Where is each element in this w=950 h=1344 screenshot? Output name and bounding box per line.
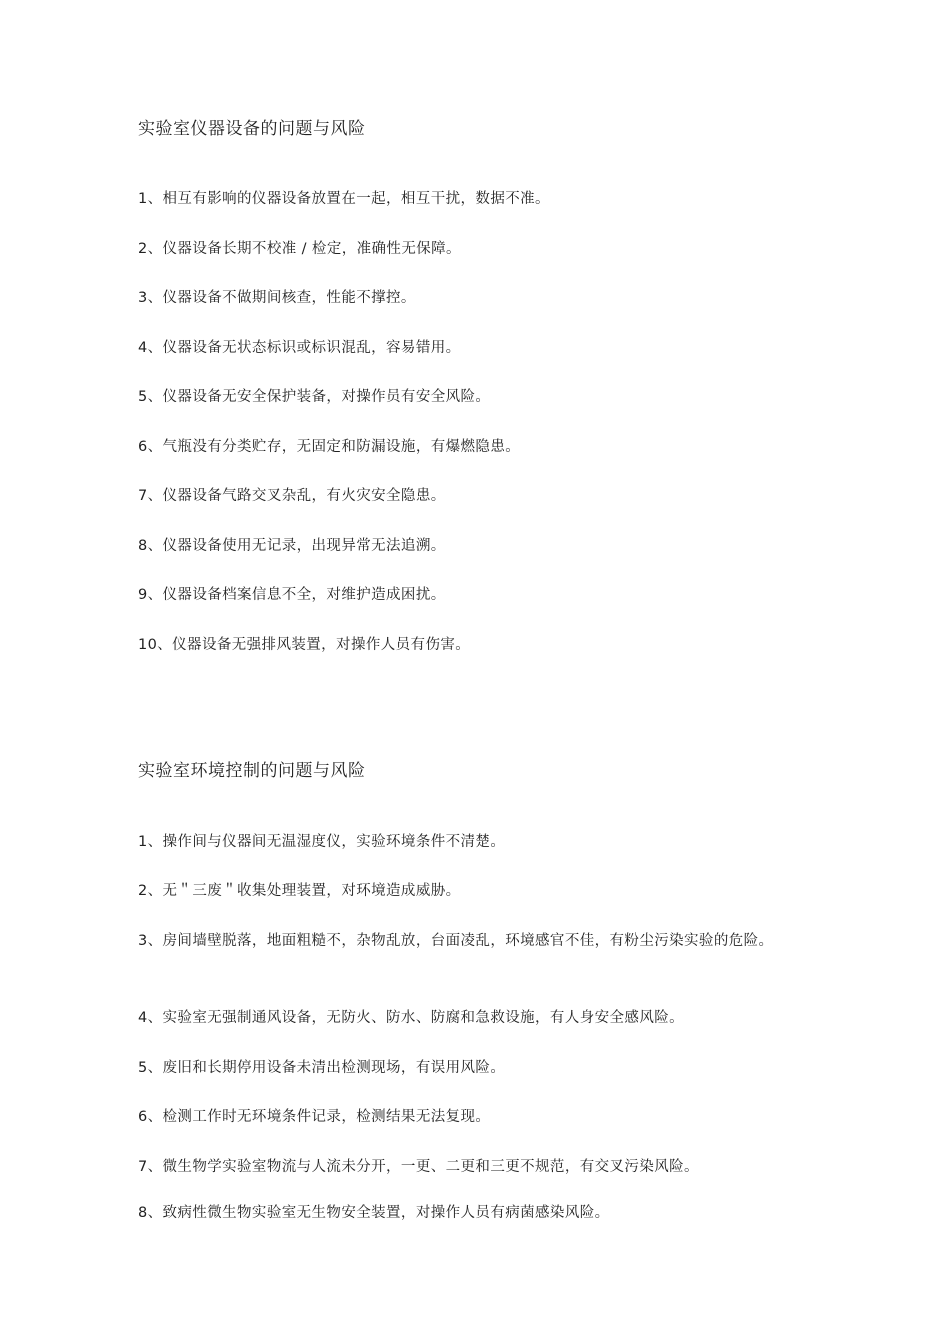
list-item: 10、仪器设备无强排风装置，对操作人员有伤害。 [138,637,471,653]
list-item: 5、仪器设备无安全保护装备，对操作员有安全风险。 [138,389,491,405]
list-item: 3、房间墙壁脱落，地面粗糙不，杂物乱放，台面凌乱，环境感官不佳，有粉尘污染实验的危险。 [138,933,774,949]
list-item: 1、相互有影响的仪器设备放置在一起，相互干扰，数据不准。 [138,191,550,207]
list-item: 8、致病性微生物实验室无生物安全装置，对操作人员有病菌感染风险。 [138,1205,610,1221]
list-item: 1、操作间与仪器间无温湿度仪，实验环境条件不清楚。 [138,834,506,850]
list-item: 7、仪器设备气路交叉杂乱，有火灾安全隐患。 [138,488,446,504]
list-item: 6、检测工作时无环境条件记录，检测结果无法复现。 [138,1109,491,1125]
list-item: 8、仪器设备使用无记录，出现异常无法追溯。 [138,538,446,554]
list-item: 2、无＂三废＂收集处理装置，对环境造成威胁。 [138,883,461,899]
list-item: 2、仪器设备长期不校准 / 检定，准确性无保障。 [138,241,461,257]
list-item: 9、仪器设备档案信息不全，对维护造成困扰。 [138,587,446,603]
section-heading-environment: 实验室环境控制的问题与风险 [138,761,366,781]
list-item: 5、废旧和长期停用设备未清出检测现场，有误用风险。 [138,1060,506,1076]
section-heading-equipment: 实验室仪器设备的问题与风险 [138,119,366,139]
list-item: 4、实验室无强制通风设备，无防火、防水、防腐和急救设施，有人身安全感风险。 [138,1010,685,1026]
list-item: 7、微生物学实验室物流与人流未分开，一更、二更和三更不规范，有交叉污染风险。 [138,1159,699,1175]
list-item: 4、仪器设备无状态标识或标识混乱，容易错用。 [138,340,461,356]
list-item: 6、气瓶没有分类贮存，无固定和防漏设施，有爆燃隐患。 [138,439,521,455]
list-item: 3、仪器设备不做期间核查，性能不撑控。 [138,290,416,306]
